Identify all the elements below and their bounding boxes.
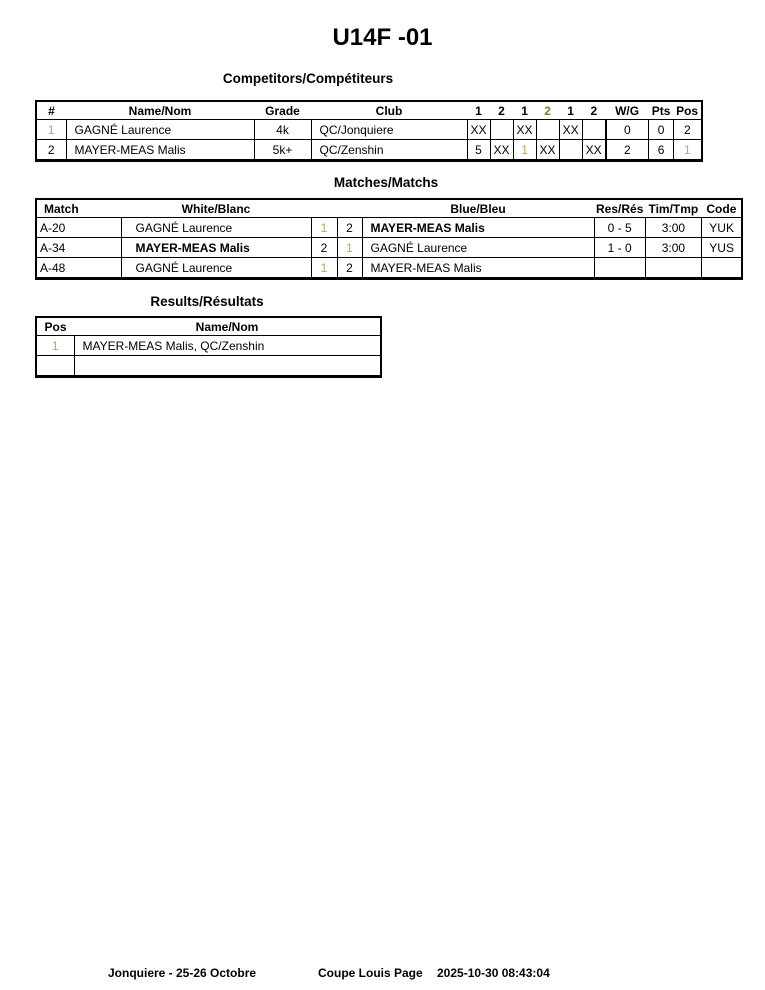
match-id: A-34 xyxy=(36,238,121,258)
section-title-results: Results/Résultats xyxy=(150,294,264,309)
match-time: 3:00 xyxy=(645,218,701,238)
round-cell xyxy=(582,120,606,140)
footer-generated-datetime: 2025-10-30 08:43:04 xyxy=(437,966,550,980)
col-header-round-4: 2 xyxy=(536,101,559,120)
result-position: 1 xyxy=(36,336,74,356)
competitors-table xyxy=(35,100,703,162)
page-title: U14F -01 xyxy=(332,24,433,51)
white-player-name: GAGNÉ Laurence xyxy=(121,218,311,238)
match-time xyxy=(645,258,701,279)
blue-seed: 1 xyxy=(337,238,362,258)
competitor-position: 1 xyxy=(674,140,702,161)
white-player-name: MAYER-MEAS Malis xyxy=(121,238,311,258)
competitor-club: QC/Zenshin xyxy=(311,140,467,161)
blue-seed: 2 xyxy=(337,258,362,279)
result-row xyxy=(36,356,381,377)
col-header-result: Res/Rés xyxy=(594,199,645,218)
col-header-wins: W/G xyxy=(606,101,649,120)
col-header-round-1: 1 xyxy=(467,101,490,120)
round-cell: XX xyxy=(513,120,536,140)
results-header-row xyxy=(36,317,381,336)
match-time: 3:00 xyxy=(645,238,701,258)
round-cell: XX xyxy=(536,140,559,161)
round-cell: XX xyxy=(490,140,513,161)
match-row xyxy=(36,218,742,238)
match-row xyxy=(36,258,742,279)
round-cell: XX xyxy=(559,120,582,140)
match-id: A-20 xyxy=(36,218,121,238)
competitor-row xyxy=(36,140,702,161)
col-header-name: Name/Nom xyxy=(66,101,254,120)
round-cell: 5 xyxy=(467,140,490,161)
round-cell xyxy=(536,120,559,140)
competitor-club: QC/Jonquiere xyxy=(311,120,467,140)
competitors-header-row xyxy=(36,101,702,120)
match-code xyxy=(701,258,742,279)
white-seed: 1 xyxy=(311,218,337,238)
col-header-white-seed xyxy=(311,199,337,218)
col-header-grade: Grade xyxy=(254,101,311,120)
match-code: YUS xyxy=(701,238,742,258)
col-header-round-5: 1 xyxy=(559,101,582,120)
col-header-points: Pts xyxy=(649,101,674,120)
match-code: YUK xyxy=(701,218,742,238)
blue-player-name: MAYER-MEAS Malis xyxy=(362,258,594,279)
section-title-competitors: Competitors/Compétiteurs xyxy=(222,71,394,86)
col-header-round-6: 2 xyxy=(582,101,606,120)
col-header-position: Pos xyxy=(36,317,74,336)
col-header-name: Name/Nom xyxy=(74,317,381,336)
white-seed: 1 xyxy=(311,258,337,279)
matches-header-row xyxy=(36,199,742,218)
result-row xyxy=(36,336,381,356)
result-position xyxy=(36,356,74,377)
blue-seed: 2 xyxy=(337,218,362,238)
competitor-name: GAGNÉ Laurence xyxy=(66,120,254,140)
blue-player-name: MAYER-MEAS Malis xyxy=(362,218,594,238)
col-header-round-3: 1 xyxy=(513,101,536,120)
competitor-number: 2 xyxy=(36,140,66,161)
white-player-name: GAGNÉ Laurence xyxy=(121,258,311,279)
competitor-number: 1 xyxy=(36,120,66,140)
competitor-grade: 5k+ xyxy=(254,140,311,161)
blue-player-name: GAGNÉ Laurence xyxy=(362,238,594,258)
round-cell: XX xyxy=(582,140,606,161)
round-cell xyxy=(490,120,513,140)
col-header-code: Code xyxy=(701,199,742,218)
col-header-club: Club xyxy=(311,101,467,120)
match-id: A-48 xyxy=(36,258,121,279)
footer-event-name: Coupe Louis Page xyxy=(318,966,423,980)
matches-table xyxy=(35,198,743,280)
round-cell xyxy=(559,140,582,161)
col-header-white: White/Blanc xyxy=(121,199,311,218)
round-cell: 1 xyxy=(513,140,536,161)
col-header-time: Tim/Tmp xyxy=(645,199,701,218)
match-result: 1 - 0 xyxy=(594,238,645,258)
section-title-matches: Matches/Matchs xyxy=(333,175,439,190)
competitor-wins: 2 xyxy=(606,140,649,161)
round-cell: XX xyxy=(467,120,490,140)
competitor-position: 2 xyxy=(674,120,702,140)
match-row xyxy=(36,238,742,258)
result-player: MAYER-MEAS Malis, QC/Zenshin xyxy=(74,336,381,356)
results-table xyxy=(35,316,382,378)
competitor-wins: 0 xyxy=(606,120,649,140)
result-player xyxy=(74,356,381,377)
col-header-round-2: 2 xyxy=(490,101,513,120)
competitor-grade: 4k xyxy=(254,120,311,140)
competitor-points: 6 xyxy=(649,140,674,161)
col-header-match: Match xyxy=(36,199,121,218)
footer-event-location-date: Jonquiere - 25-26 Octobre xyxy=(108,966,257,980)
competitor-name: MAYER-MEAS Malis xyxy=(66,140,254,161)
competitor-points: 0 xyxy=(649,120,674,140)
white-seed: 2 xyxy=(311,238,337,258)
competitor-row xyxy=(36,120,702,140)
col-header-blue: Blue/Bleu xyxy=(362,199,594,218)
match-result: 0 - 5 xyxy=(594,218,645,238)
col-header-blue-seed xyxy=(337,199,362,218)
col-header-position: Pos xyxy=(674,101,702,120)
col-header-number: # xyxy=(36,101,66,120)
match-result xyxy=(594,258,645,279)
